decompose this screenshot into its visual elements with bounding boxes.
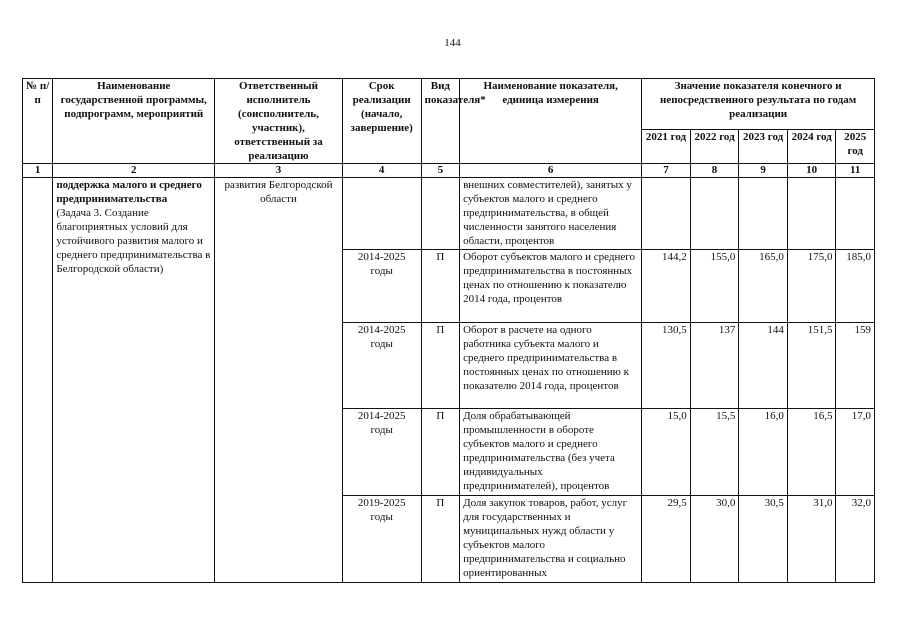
term-cell: 2014-2025 годы (342, 409, 421, 496)
value-2024 (787, 178, 836, 250)
column-number: 10 (787, 164, 836, 178)
column-number: 2 (53, 164, 215, 178)
indicator-name-cell: Оборот субъектов малого и среднего предпринимательства в постоянных ценах по отношению к показателю 2014 года, процентов (460, 250, 642, 323)
header-program-name: Наименование государственной программы, подпрограмм, мероприятий (53, 79, 215, 164)
column-number: 11 (836, 164, 875, 178)
value-2021 (642, 178, 691, 250)
term-cell: 2019-2025 годы (342, 496, 421, 583)
program-task: (Задача 3. Создание благоприятных условий для устойчивого развития малого и среднего предпринимательства в Белгородской области) (56, 207, 211, 275)
term-cell: 2014-2025 годы (342, 250, 421, 323)
header-year-2024: 2024 год (787, 129, 836, 163)
column-number: 7 (642, 164, 691, 178)
value-2022 (690, 178, 739, 250)
header-no: № п/п (23, 79, 53, 164)
value-2025: 32,0 (836, 496, 875, 583)
value-2024: 151,5 (787, 323, 836, 409)
table-row (23, 178, 875, 250)
type-cell (421, 178, 459, 250)
value-2022: 155,0 (690, 250, 739, 323)
indicators-table (22, 78, 875, 583)
header-year-2021: 2021 год (642, 129, 691, 163)
program-cell (53, 178, 215, 583)
header-indicator-type: Вид показателя* (421, 79, 459, 164)
value-2021: 144,2 (642, 250, 691, 323)
column-number: 1 (23, 164, 53, 178)
row-number-cell (23, 178, 53, 583)
header-executor: Ответственный исполнитель (соисполнитель, участник), ответственный за реализацию (215, 79, 342, 164)
term-cell (342, 178, 421, 250)
value-2023: 16,0 (739, 409, 788, 496)
value-2021: 29,5 (642, 496, 691, 583)
value-2024: 31,0 (787, 496, 836, 583)
value-2021: 15,0 (642, 409, 691, 496)
header-values-group: Значение показателя конечного и непосредственного результата по годам реализации (642, 79, 875, 130)
program-title: поддержка малого и среднего предпринимательства (56, 179, 202, 205)
value-2023: 30,5 (739, 496, 788, 583)
value-2024: 175,0 (787, 250, 836, 323)
value-2025 (836, 178, 875, 250)
header-year-2025: 2025 год (836, 129, 875, 163)
column-number: 3 (215, 164, 342, 178)
column-number: 9 (739, 164, 788, 178)
type-cell: П (421, 409, 459, 496)
column-number: 8 (690, 164, 739, 178)
executor-cell: развития Белгородской области (215, 178, 342, 583)
value-2025: 159 (836, 323, 875, 409)
column-number: 4 (342, 164, 421, 178)
type-cell: П (421, 323, 459, 409)
value-2021: 130,5 (642, 323, 691, 409)
indicator-name-cell: внешних совместителей), занятых у субъектов малого и среднего предпринимательства, в общей численности занятого населения области, процентов (460, 178, 642, 250)
header-year-2023: 2023 год (739, 129, 788, 163)
value-2022: 137 (690, 323, 739, 409)
value-2025: 17,0 (836, 409, 875, 496)
page-number: 144 (444, 37, 461, 49)
value-2023 (739, 178, 788, 250)
column-number: 6 (460, 164, 642, 178)
value-2022: 30,0 (690, 496, 739, 583)
term-cell: 2014-2025 годы (342, 323, 421, 409)
value-2022: 15,5 (690, 409, 739, 496)
value-2024: 16,5 (787, 409, 836, 496)
type-cell: П (421, 250, 459, 323)
value-2023: 144 (739, 323, 788, 409)
indicator-name-cell: Доля закупок товаров, работ, услуг для государственных и муниципальных нужд области у субъектов малого предпринимательства и социально ориентированных (460, 496, 642, 583)
value-2023: 165,0 (739, 250, 788, 323)
header-year-2022: 2022 год (690, 129, 739, 163)
indicator-name-cell: Доля обрабатывающей промышленности в обороте субъектов малого и среднего предпринимательства (без учета индивидуальных предпринимателей), процентов (460, 409, 642, 496)
indicator-name-cell: Оборот в расчете на одного работника субъекта малого и среднего предпринимательства в постоянных ценах по отношению к показателю 2014 года, процентов (460, 323, 642, 409)
header-indicator-name: Наименование показателя, единица измерения (460, 79, 642, 164)
value-2025: 185,0 (836, 250, 875, 323)
column-number: 5 (421, 164, 459, 178)
type-cell: П (421, 496, 459, 583)
header-term: Срок реализации (начало, завершение) (342, 79, 421, 164)
